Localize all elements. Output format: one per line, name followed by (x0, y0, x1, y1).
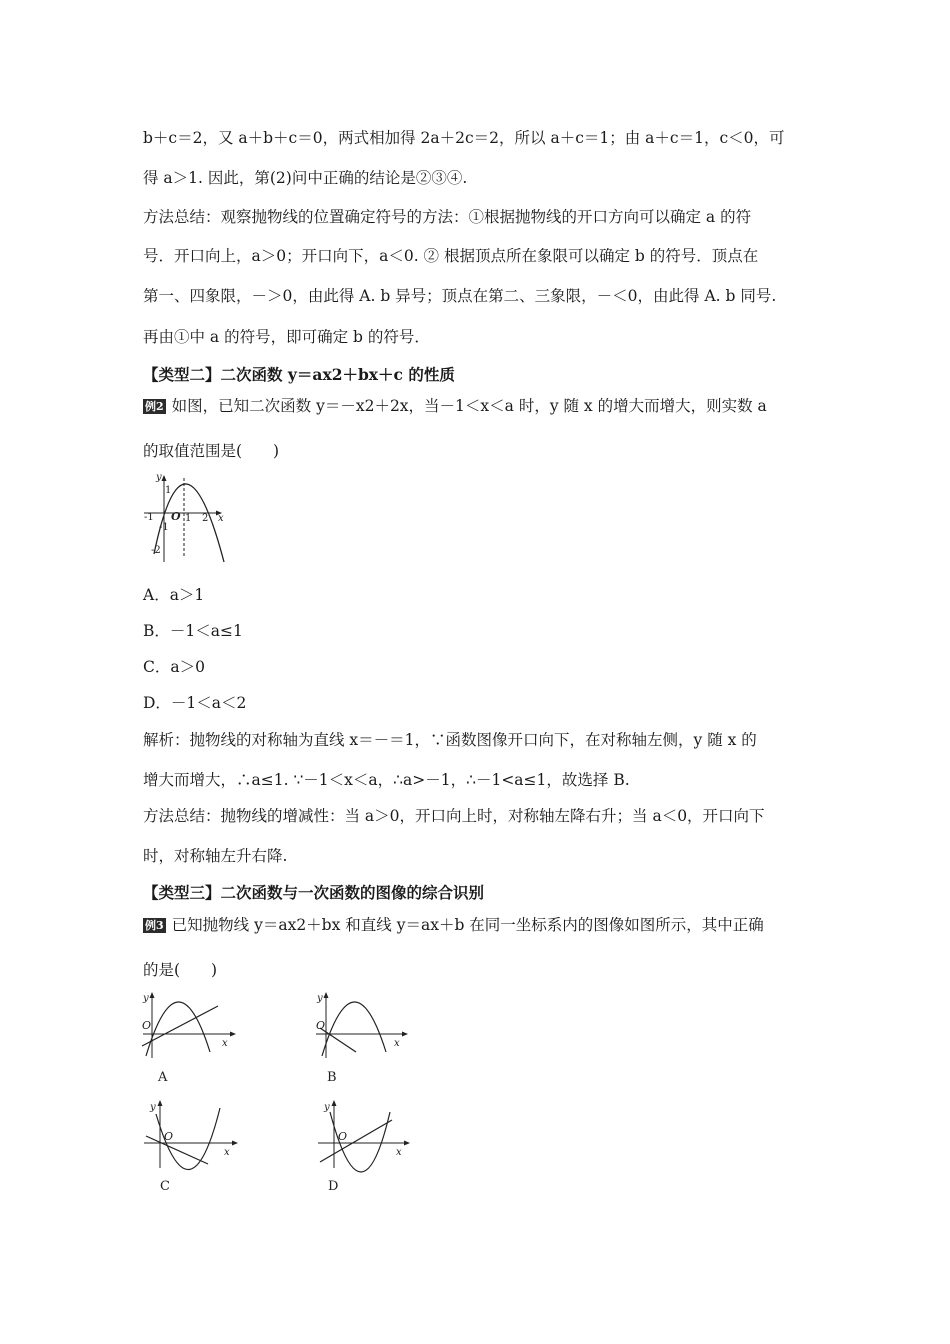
analysis-line1: 解析：抛物线的对称轴为直线 x＝－＝1，∵函数图像开口向下，在对称轴左侧，y 随 x 的 (143, 731, 757, 749)
example2-question-text: 如图，已知二次函数 y＝－x2＋2x，当－1＜x＜a 时，y 随 x 的增大而增大，则实数 a (171, 397, 767, 415)
graph-d (310, 1096, 420, 1196)
y-tick-label-1: 1 (165, 485, 172, 496)
y-axis-label: y (317, 993, 323, 1004)
summary-line1: 方法总结：抛物线的增减性：当 a＞0，开口向上时，对称轴左降右升；当 a＜0，开口向下 (143, 807, 765, 825)
origin-label: O (142, 1019, 152, 1032)
example2-question-line1 (143, 396, 767, 416)
graph-label: A (158, 1070, 168, 1085)
summary-line2: 时，对称轴左升右降. (143, 847, 288, 865)
x-axis-label: x (224, 1147, 230, 1158)
x-axis-label: x (396, 1147, 402, 1158)
type2-heading: 【类型二】二次函数 y＝ax2＋bx＋c 的性质 (143, 365, 455, 384)
method-summary-2: 号．开口向上，a＞0；开口向下，a＜0. ② 根据顶点所在象限可以确定 b 的符号．顶点在 (143, 247, 759, 265)
tick-label-1: 1 (185, 513, 192, 524)
example3-question-line2: 的是( ) (143, 961, 218, 979)
y-axis-label: y (324, 1102, 330, 1113)
tick-label-neg1: -1 (144, 512, 154, 523)
origin-label: O (164, 1130, 174, 1143)
graph-label: C (160, 1179, 170, 1194)
y-tick-label-neg2: -2 (151, 545, 161, 556)
graph-b (310, 988, 420, 1086)
origin-label: O (338, 1130, 348, 1143)
x-axis-label: x (222, 1038, 228, 1049)
graph-a (138, 988, 248, 1086)
example3-badge: 例3 (145, 919, 164, 932)
graph-c (138, 1096, 248, 1196)
example2-badge: 例2 (145, 400, 164, 413)
example2-graph (138, 472, 238, 564)
text-line-2: 得 a＞1. 因此，第(2)问中正确的结论是②③④. (143, 169, 468, 187)
y-tick-label-neg1: -1 (159, 522, 169, 533)
example2-question-line2: 的取值范围是( ) (143, 442, 280, 460)
option-a: A．a＞1 (143, 586, 205, 604)
origin-label: O (316, 1019, 326, 1032)
method-summary-3: 第一、四象限，－＞0，由此得 A. b 异号；顶点在第二、三象限，－＜0，由此得 A. b 同号. (143, 287, 777, 305)
example3-question-text: 已知抛物线 y＝ax2＋bx 和直线 y＝ax＋b 在同一坐标系内的图像如图所示，其中正确 (171, 916, 764, 934)
method-summary-4: 再由①中 a 的符号，即可确定 b 的符号． (143, 328, 430, 346)
y-axis-label: y (143, 993, 149, 1004)
y-axis-label: y (156, 472, 162, 483)
type3-heading: 【类型三】二次函数与一次函数的图像的综合识别 (143, 883, 485, 902)
graph-label: D (328, 1179, 339, 1194)
graph-label: B (327, 1070, 337, 1085)
analysis-line2: 增大而增大，∴a≤1. ∵－1＜x＜a，∴a>－1，∴－1<a≤1，故选择 B. (143, 771, 630, 789)
example3-question-line1 (143, 915, 764, 935)
option-b: B．－1＜a≤1 (143, 622, 243, 640)
option-d: D．－1＜a＜2 (143, 694, 247, 712)
x-axis-label: x (218, 513, 224, 524)
text-line-1: b＋c＝2，又 a＋b＋c＝0，两式相加得 2a＋2c＝2，所以 a＋c＝1；由 a＋c＝1，c＜0，可 (143, 129, 785, 147)
tick-label-2: 2 (202, 513, 209, 524)
method-summary-1: 方法总结：观察抛物线的位置确定符号的方法：①根据抛物线的开口方向可以确定 a 的符 (143, 208, 752, 226)
x-axis-label: x (394, 1038, 400, 1049)
origin-label: O (171, 510, 181, 523)
y-axis-label: y (150, 1102, 156, 1113)
option-c: C．a＞0 (143, 658, 205, 676)
